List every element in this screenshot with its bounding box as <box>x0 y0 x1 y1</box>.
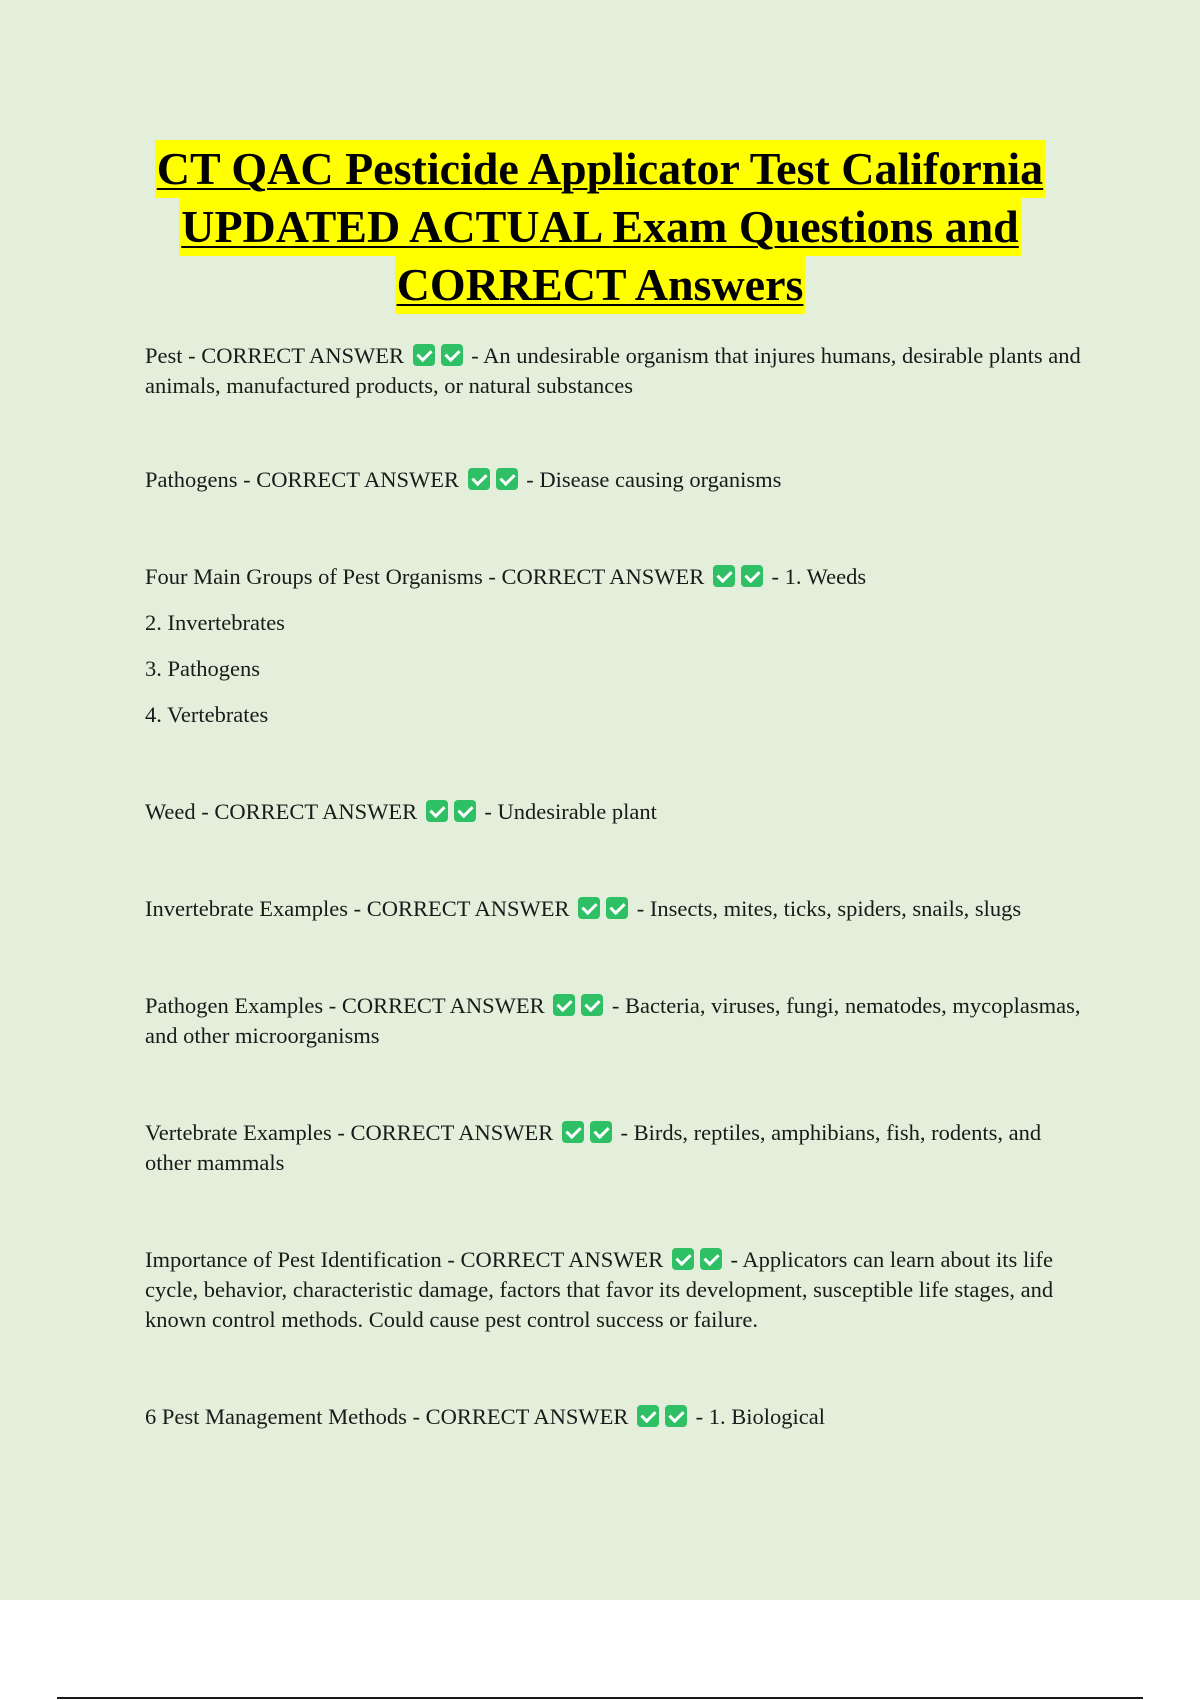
answer-label: CORRECT ANSWER <box>256 467 459 492</box>
qa-term: 6 Pest Management Methods - <box>145 1404 426 1429</box>
document-title <box>0 140 1200 314</box>
qa-answer: - Bacteria, viruses, fungi, nematodes, mycoplasmas, and other microorganisms <box>145 993 1081 1048</box>
check-mark-icon <box>637 1405 659 1427</box>
qa-item <box>145 1118 1085 1178</box>
check-mark-icon <box>578 897 600 919</box>
footer-divider <box>57 1697 1143 1699</box>
check-mark-icon <box>454 800 476 822</box>
qa-answer: - 1. Biological <box>689 1404 825 1429</box>
check-mark-icon <box>562 1121 584 1143</box>
qa-term: Vertebrate Examples - <box>145 1120 351 1145</box>
check-mark-icon <box>665 1405 687 1427</box>
check-mark-icon <box>441 344 463 366</box>
check-mark-icon <box>553 994 575 1016</box>
qa-item <box>145 341 1085 401</box>
qa-answer: - An undesirable organism that injures humans, desirable plants and animals, manufactured products, or natural substances <box>145 343 1081 398</box>
qa-item <box>145 465 1085 495</box>
answer-label: CORRECT ANSWER <box>501 564 705 589</box>
qa-answer: - Applicators can learn about its life cycle, behavior, characteristic damage, factors that favor its development, susceptible life stages, and known control methods. Could cause pest control success or failure. <box>145 1247 1054 1332</box>
check-mark-icon <box>713 565 735 587</box>
qa-answer: - Undesirable plant <box>478 799 657 824</box>
check-mark-icon <box>741 565 763 587</box>
qa-term: Pathogens - <box>145 467 257 492</box>
check-mark-icon <box>426 800 448 822</box>
check-mark-icon <box>581 994 603 1016</box>
check-mark-icon <box>496 468 518 490</box>
check-mark-icon <box>700 1248 722 1270</box>
qa-answer: - 1. Weeds <box>765 564 867 589</box>
qa-item <box>145 991 1085 1051</box>
qa-answer: - Disease causing organisms <box>520 467 782 492</box>
answer-label: CORRECT ANSWER <box>201 343 404 368</box>
title-line-2: UPDATED ACTUAL Exam Questions and <box>179 198 1021 256</box>
qa-answer: - Birds, reptiles, amphibians, fish, rodents, and other mammals <box>145 1120 1042 1175</box>
qa-item <box>145 562 1085 592</box>
qa-term: Pest - <box>145 343 202 368</box>
check-mark-icon <box>590 1121 612 1143</box>
qa-term: Four Main Groups of Pest Organisms - <box>145 564 502 589</box>
qa-term: Pathogen Examples - <box>145 993 342 1018</box>
qa-term: Weed - <box>145 799 215 824</box>
qa-term: Importance of Pest Identification - <box>145 1247 461 1272</box>
list-item: 3. Pathogens <box>145 656 260 681</box>
check-mark-icon <box>468 468 490 490</box>
qa-item <box>145 1402 1085 1432</box>
answer-label: CORRECT ANSWER <box>350 1120 554 1145</box>
qa-item <box>145 894 1085 924</box>
check-mark-icon <box>672 1248 694 1270</box>
qa-item <box>145 797 1085 827</box>
list-item: 4. Vertebrates <box>145 702 269 727</box>
answer-label: CORRECT ANSWER <box>425 1404 629 1429</box>
check-mark-icon <box>413 344 435 366</box>
title-line-1: CT QAC Pesticide Applicator Test California <box>155 140 1045 198</box>
qa-item <box>145 1245 1085 1335</box>
list-item: 2. Invertebrates <box>145 610 285 635</box>
answer-label: CORRECT ANSWER <box>214 799 418 824</box>
qa-answer: - Insects, mites, ticks, spiders, snails, slugs <box>631 896 1022 921</box>
check-mark-icon <box>606 897 628 919</box>
answer-label: CORRECT ANSWER <box>341 993 545 1018</box>
qa-term: Invertebrate Examples - <box>145 896 367 921</box>
answer-label: CORRECT ANSWER <box>460 1247 664 1272</box>
title-line-3: CORRECT Answers <box>395 256 806 314</box>
qa-list <box>145 341 1085 1432</box>
answer-label: CORRECT ANSWER <box>366 896 570 921</box>
